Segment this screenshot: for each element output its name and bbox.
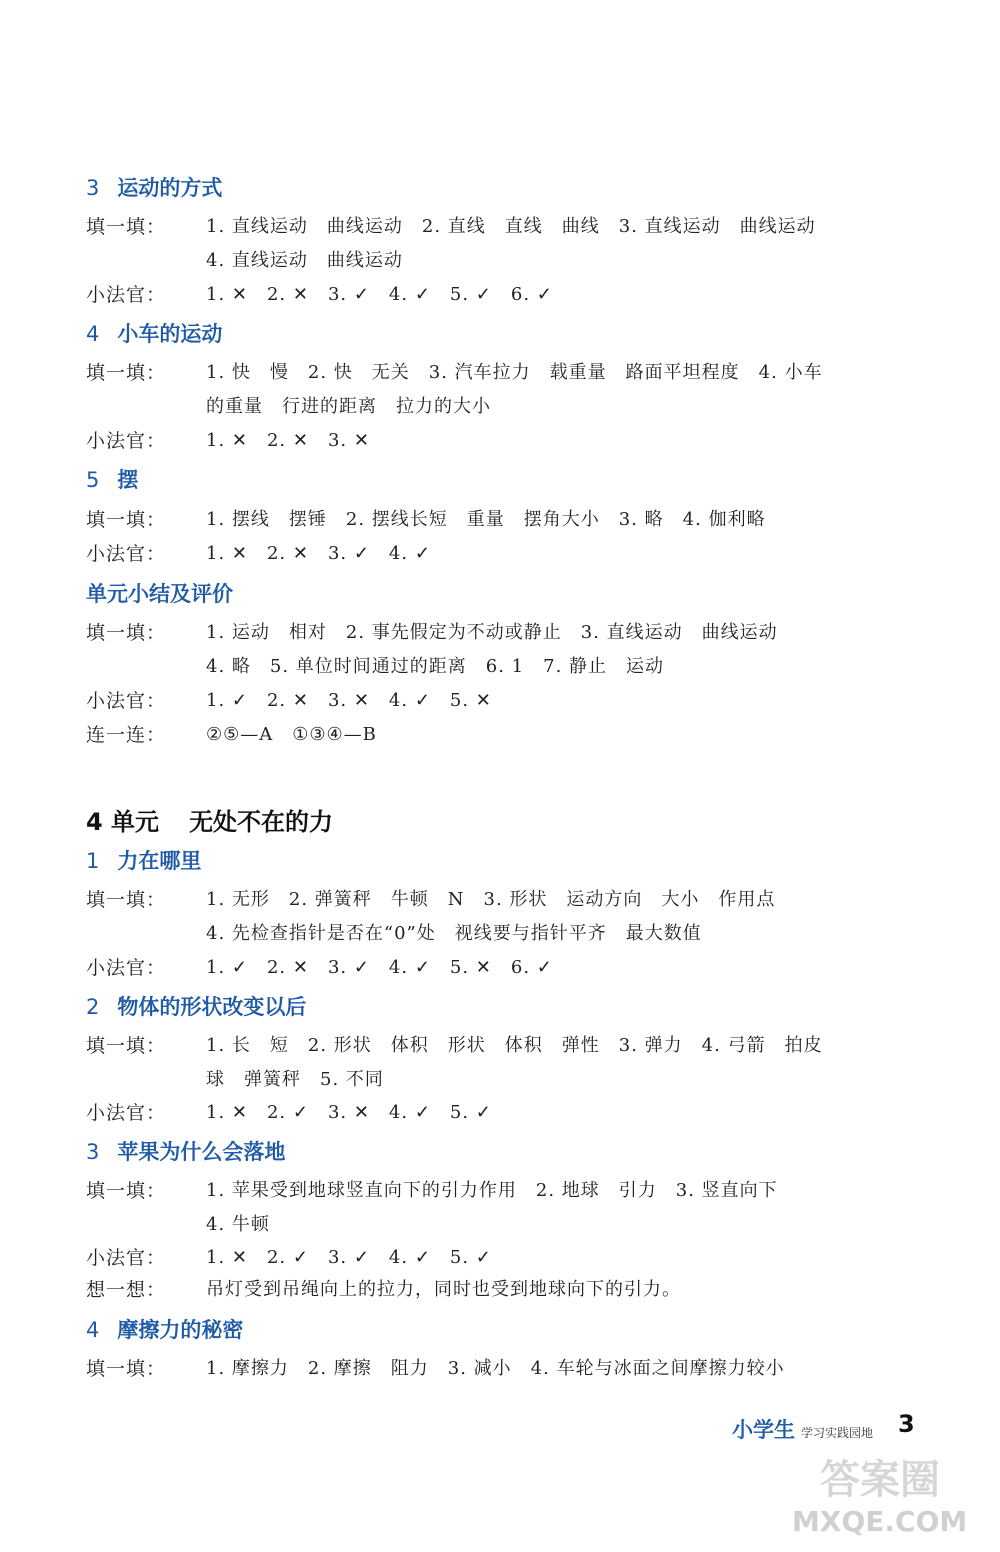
- fill-label: 填一填：: [86, 216, 167, 238]
- lesson-title: 苹果为什么会落地: [117, 1140, 286, 1164]
- lesson-heading-4: 4 小车的运动: [86, 322, 223, 346]
- fill-label: 填一填：: [86, 1180, 167, 1202]
- lesson-heading-u4-1: 1 力在哪里: [86, 849, 202, 873]
- judge-label: 小法官：: [86, 284, 167, 306]
- judge-answer: 1. ✓ 2. ✕ 3. ✕ 4. ✓ 5. ✕: [206, 690, 492, 711]
- unit-prefix: 4 单元: [86, 808, 160, 836]
- lesson-title: 运动的方式: [117, 176, 223, 200]
- footer-brand: [732, 1414, 873, 1444]
- fill-label: 填一填：: [86, 1035, 167, 1057]
- judge-answer: 1. ✕ 2. ✕ 3. ✕: [206, 430, 370, 451]
- lesson-heading-u4-2: 2 物体的形状改变以后: [86, 995, 307, 1019]
- fill-answer: 1. 直线运动 曲线运动 2. 直线 直线 曲线 3. 直线运动 曲线运动: [206, 216, 816, 237]
- page-number: 3: [898, 1410, 915, 1438]
- think-label: 想一想：: [86, 1279, 167, 1301]
- judge-label: 小法官：: [86, 957, 167, 979]
- fill-label: 填一填：: [86, 622, 167, 644]
- fill-label: 填一填：: [86, 1358, 167, 1380]
- brand-name: 小学生: [732, 1418, 795, 1442]
- fill-answer: 1. 无形 2. 弹簧秤 牛顿 N 3. 形状 运动方向 大小 作用点: [206, 889, 776, 910]
- summary-heading: 单元小结及评价: [86, 582, 233, 606]
- think-answer: 吊灯受到吊绳向上的拉力，同时也受到地球向下的引力。: [206, 1279, 681, 1300]
- fill-answer: 1. 摆线 摆锤 2. 摆线长短 重量 摆角大小 3. 略 4. 伽利略: [206, 509, 766, 530]
- judge-label: 小法官：: [86, 430, 167, 452]
- judge-answer: 1. ✓ 2. ✕ 3. ✓ 4. ✓ 5. ✕ 6. ✓: [206, 957, 553, 978]
- judge-label: 小法官：: [86, 1102, 167, 1124]
- unit-heading: [86, 802, 333, 837]
- match-label: 连一连：: [86, 724, 167, 746]
- lesson-heading-5: 5 摆: [86, 468, 139, 492]
- fill-label: 填一填：: [86, 889, 167, 911]
- fill-answer-cont: 4. 略 5. 单位时间通过的距离 6. 1 7. 静止 运动: [206, 656, 665, 677]
- lesson-heading-3: 3 运动的方式: [86, 176, 223, 200]
- fill-answer: 1. 苹果受到地球竖直向下的引力作用 2. 地球 引力 3. 竖直向下: [206, 1180, 778, 1201]
- judge-label: 小法官：: [86, 690, 167, 712]
- fill-label: 填一填：: [86, 362, 167, 384]
- fill-answer: 1. 摩擦力 2. 摩擦 阻力 3. 减小 4. 车轮与冰面之间摩擦力较小: [206, 1358, 785, 1379]
- judge-label: 小法官：: [86, 1247, 167, 1269]
- lesson-title: 力在哪里: [117, 849, 202, 873]
- judge-answer: 1. ✕ 2. ✓ 3. ✓ 4. ✓ 5. ✓: [206, 1247, 492, 1268]
- fill-answer: 1. 长 短 2. 形状 体积 形状 体积 弹性 3. 弹力 4. 弓箭 拍皮: [206, 1035, 823, 1056]
- judge-label: 小法官：: [86, 543, 167, 565]
- judge-answer: 1. ✕ 2. ✓ 3. ✕ 4. ✓ 5. ✓: [206, 1102, 492, 1123]
- fill-label: 填一填：: [86, 509, 167, 531]
- fill-answer-cont: 4. 先检查指针是否在“0”处 视线要与指针平齐 最大数值: [206, 923, 702, 944]
- watermark-url: MXQE.COM: [792, 1505, 968, 1538]
- lesson-heading-u4-3: 3 苹果为什么会落地: [86, 1140, 286, 1164]
- judge-answer: 1. ✕ 2. ✕ 3. ✓ 4. ✓: [206, 543, 431, 564]
- fill-answer: 1. 快 慢 2. 快 无关 3. 汽车拉力 载重量 路面平坦程度 4. 小车: [206, 362, 823, 383]
- lesson-title: 摆: [117, 468, 139, 492]
- watermark-logo: 答案圈: [820, 1457, 940, 1503]
- lesson-title: 物体的形状改变以后: [117, 995, 307, 1019]
- match-answer: ②⑤—A ①③④—B: [206, 724, 377, 745]
- lesson-title: 摩擦力的秘密: [117, 1318, 244, 1342]
- judge-answer: 1. ✕ 2. ✕ 3. ✓ 4. ✓ 5. ✓ 6. ✓: [206, 284, 553, 305]
- fill-answer-cont: 的重量 行进的距离 拉力的大小: [206, 396, 491, 417]
- brand-subtitle: 学习实践园地: [801, 1426, 874, 1440]
- fill-answer-cont: 4. 牛顿: [206, 1214, 270, 1235]
- fill-answer-cont: 4. 直线运动 曲线运动: [206, 250, 403, 271]
- lesson-title: 小车的运动: [117, 322, 223, 346]
- unit-title: 无处不在的力: [189, 808, 334, 836]
- lesson-heading-u4-4: 4 摩擦力的秘密: [86, 1318, 244, 1342]
- fill-answer: 1. 运动 相对 2. 事先假定为不动或静止 3. 直线运动 曲线运动: [206, 622, 778, 643]
- fill-answer-cont: 球 弹簧秤 5. 不同: [206, 1069, 384, 1090]
